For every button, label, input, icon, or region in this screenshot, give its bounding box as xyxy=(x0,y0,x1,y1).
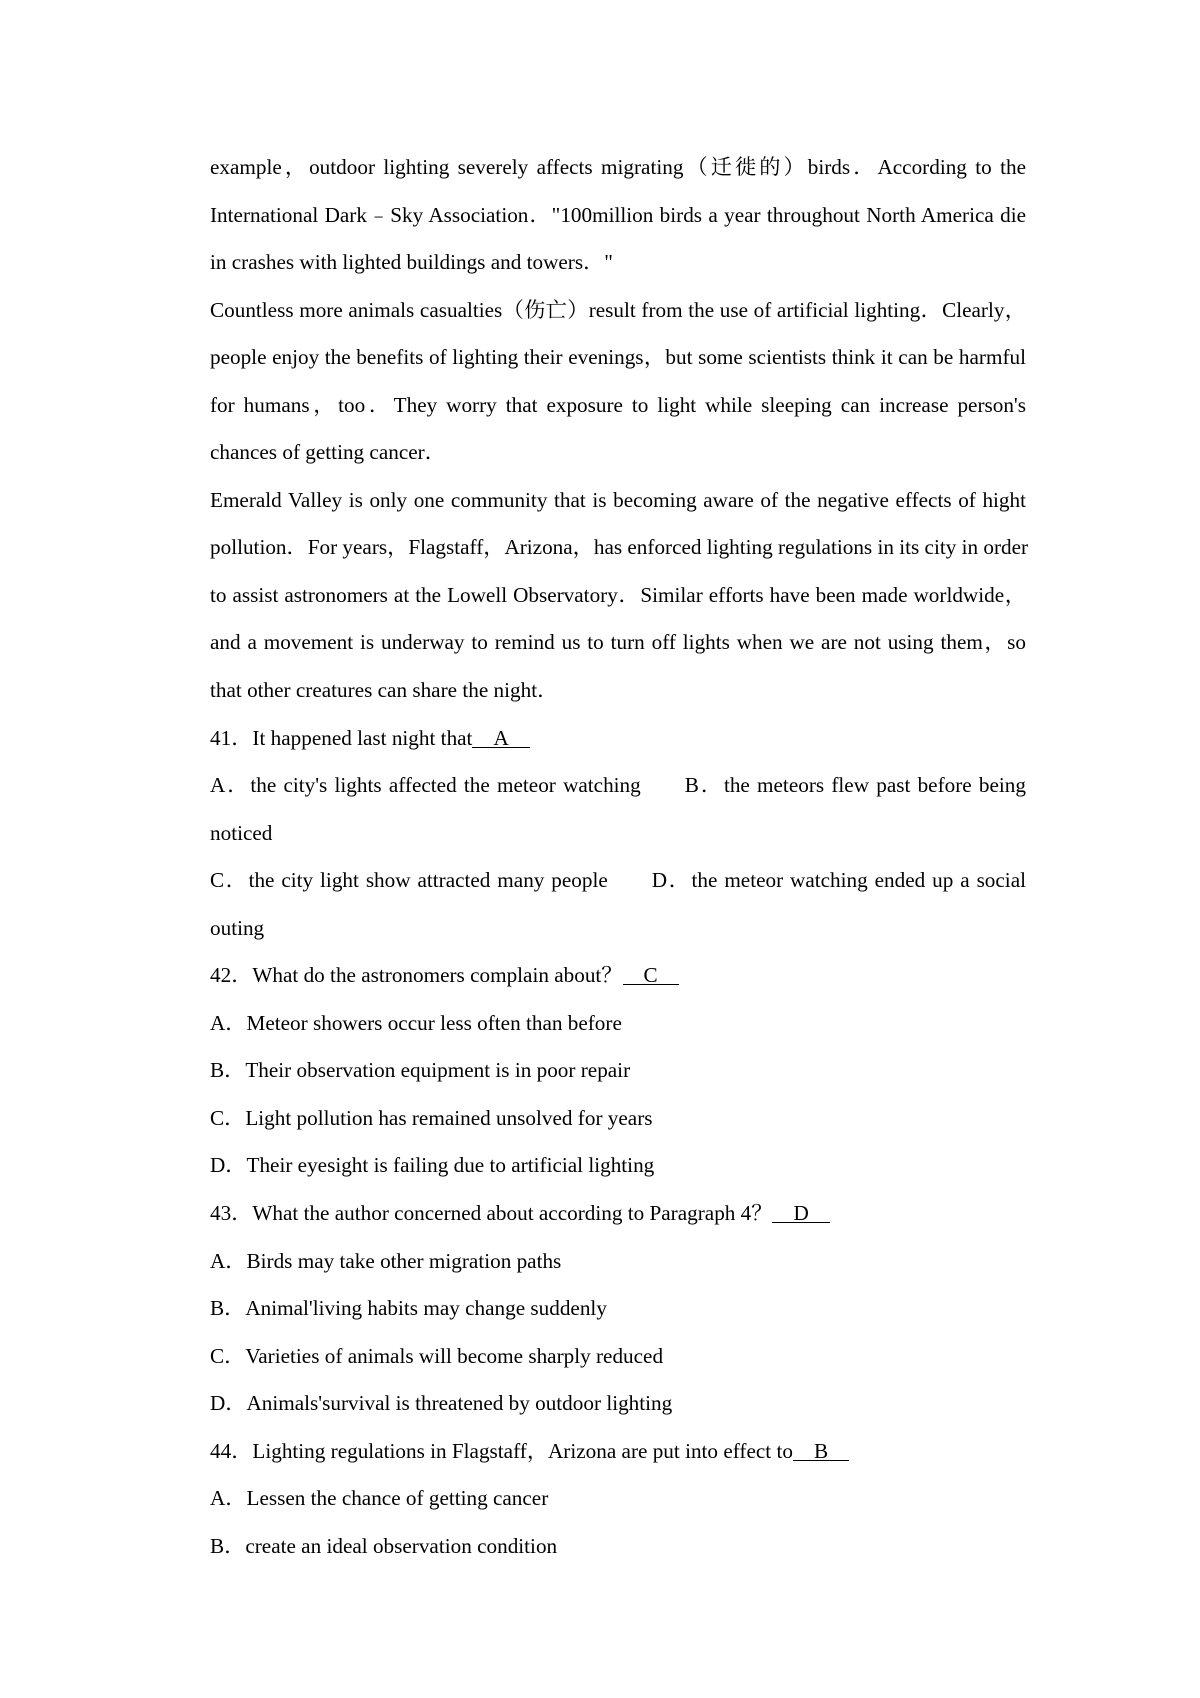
option-d xyxy=(210,1142,1026,1190)
document-body xyxy=(210,144,1029,1570)
passage-paragraph xyxy=(210,477,1029,715)
option-c xyxy=(210,1333,1026,1381)
question-43 xyxy=(210,1190,1026,1428)
option-c xyxy=(210,1095,1026,1143)
option-text: Animal'living habits may change suddenly xyxy=(245,1296,607,1321)
option-text: create an ideal observation condition xyxy=(245,1533,558,1558)
option-text: the meteor watching ended up a social outing xyxy=(210,868,1026,940)
option-label: D． xyxy=(210,1153,247,1178)
passage-line: chances of getting cancer． xyxy=(210,440,446,465)
option-c xyxy=(210,868,608,892)
question-stem-line xyxy=(210,1428,1026,1476)
question-stem: Lighting regulations in Flagstaff，Arizona are put into effect to xyxy=(252,1438,793,1463)
option-text: Their observation equipment is in poor repair xyxy=(245,1058,631,1083)
question-number: 41． xyxy=(210,725,253,750)
question-stem-line xyxy=(210,715,1026,763)
option-text: the meteors flew past before being noticed xyxy=(210,773,1026,845)
option-label: D． xyxy=(651,868,692,893)
passage-line: to assist astronomers at the Lowell Observatory．Similar efforts have been made worldwide， xyxy=(210,582,1026,607)
option-text: the city's lights affected the meteor watching xyxy=(250,773,641,798)
option-label: A． xyxy=(210,1248,247,1273)
option-label: B． xyxy=(210,1058,246,1083)
passage-line: pollution．For years，Flagstaff，Arizona，has enforced lighting regulations in its city in order xyxy=(210,535,1029,560)
question-44 xyxy=(210,1428,1026,1571)
passage-paragraph xyxy=(210,144,1026,287)
option-label: B． xyxy=(210,1296,246,1321)
question-stem: What the author concerned about according to Paragraph 4？ xyxy=(252,1201,773,1226)
option-label: C． xyxy=(210,868,249,893)
option-label: A． xyxy=(210,773,251,798)
passage-line: in crashes with lighted buildings and towers．" xyxy=(210,250,613,275)
option-row xyxy=(210,762,1026,857)
passage-line: and a movement is underway to remind us to turn off lights when we are not using them，so xyxy=(210,630,1026,655)
passage-line: people enjoy the benefits of lighting their evenings，but some scientists think it can be harmful xyxy=(210,345,1026,370)
option-label: C． xyxy=(210,1105,246,1130)
question-41 xyxy=(210,715,1026,953)
passage-line: that other creatures can share the night． xyxy=(210,678,559,703)
question-stem-line xyxy=(210,952,1026,1000)
question-stem: What do the astronomers complain about？ xyxy=(252,963,623,988)
option-text: Birds may take other migration paths xyxy=(246,1248,562,1273)
option-text: the city light show attracted many people xyxy=(248,868,608,893)
option-b xyxy=(210,1285,1026,1333)
question-number: 43． xyxy=(210,1201,253,1226)
answer-blank: C xyxy=(623,963,679,987)
option-a xyxy=(210,1000,1026,1048)
answer-blank: D xyxy=(772,1201,829,1225)
option-a xyxy=(210,773,641,797)
option-text: Lessen the chance of getting cancer xyxy=(246,1486,549,1511)
passage-line: Countless more animals casualties（伤亡）result from the use of artificial lighting．Clearly， xyxy=(210,297,1026,322)
option-row xyxy=(210,857,1026,952)
option-label: C． xyxy=(210,1343,246,1368)
option-label: B． xyxy=(684,773,724,798)
option-text: Their eyesight is failing due to artificial lighting xyxy=(246,1153,655,1178)
question-42 xyxy=(210,952,1026,1190)
option-d xyxy=(210,1380,1026,1428)
question-number: 44． xyxy=(210,1438,253,1463)
answer-blank: B xyxy=(793,1439,849,1463)
passage-line: International Dark﹣Sky Association．"100million birds a year throughout North America die xyxy=(210,202,1026,227)
question-stem: It happened last night that xyxy=(252,725,473,750)
question-stem-line xyxy=(210,1190,1026,1238)
answer-blank: A xyxy=(472,726,529,750)
option-text: Light pollution has remained unsolved for years xyxy=(245,1105,653,1130)
option-a xyxy=(210,1475,1026,1523)
option-label: D． xyxy=(210,1391,247,1416)
option-label: B． xyxy=(210,1533,246,1558)
passage-line: Emerald Valley is only one community that is becoming aware of the negative effects of hight xyxy=(210,487,1026,512)
option-text: Varieties of animals will become sharply reduced xyxy=(245,1343,664,1368)
option-spacer xyxy=(641,791,685,792)
option-label: A． xyxy=(210,1486,247,1511)
option-a xyxy=(210,1238,1026,1286)
option-spacer xyxy=(608,886,652,887)
option-text: Animals'survival is threatened by outdoor lighting xyxy=(246,1391,673,1416)
passage-paragraph xyxy=(210,287,1026,477)
option-b xyxy=(210,1047,1026,1095)
option-b xyxy=(210,1523,1026,1571)
passage-line: for humans，too．They worry that exposure to light while sleeping can increase person's xyxy=(210,392,1026,417)
question-number: 42． xyxy=(210,963,253,988)
option-text: Meteor showers occur less often than before xyxy=(246,1010,622,1035)
passage-line: example，outdoor lighting severely affects migrating（迁徙的）birds．According to the xyxy=(210,155,1026,179)
option-label: A． xyxy=(210,1010,247,1035)
